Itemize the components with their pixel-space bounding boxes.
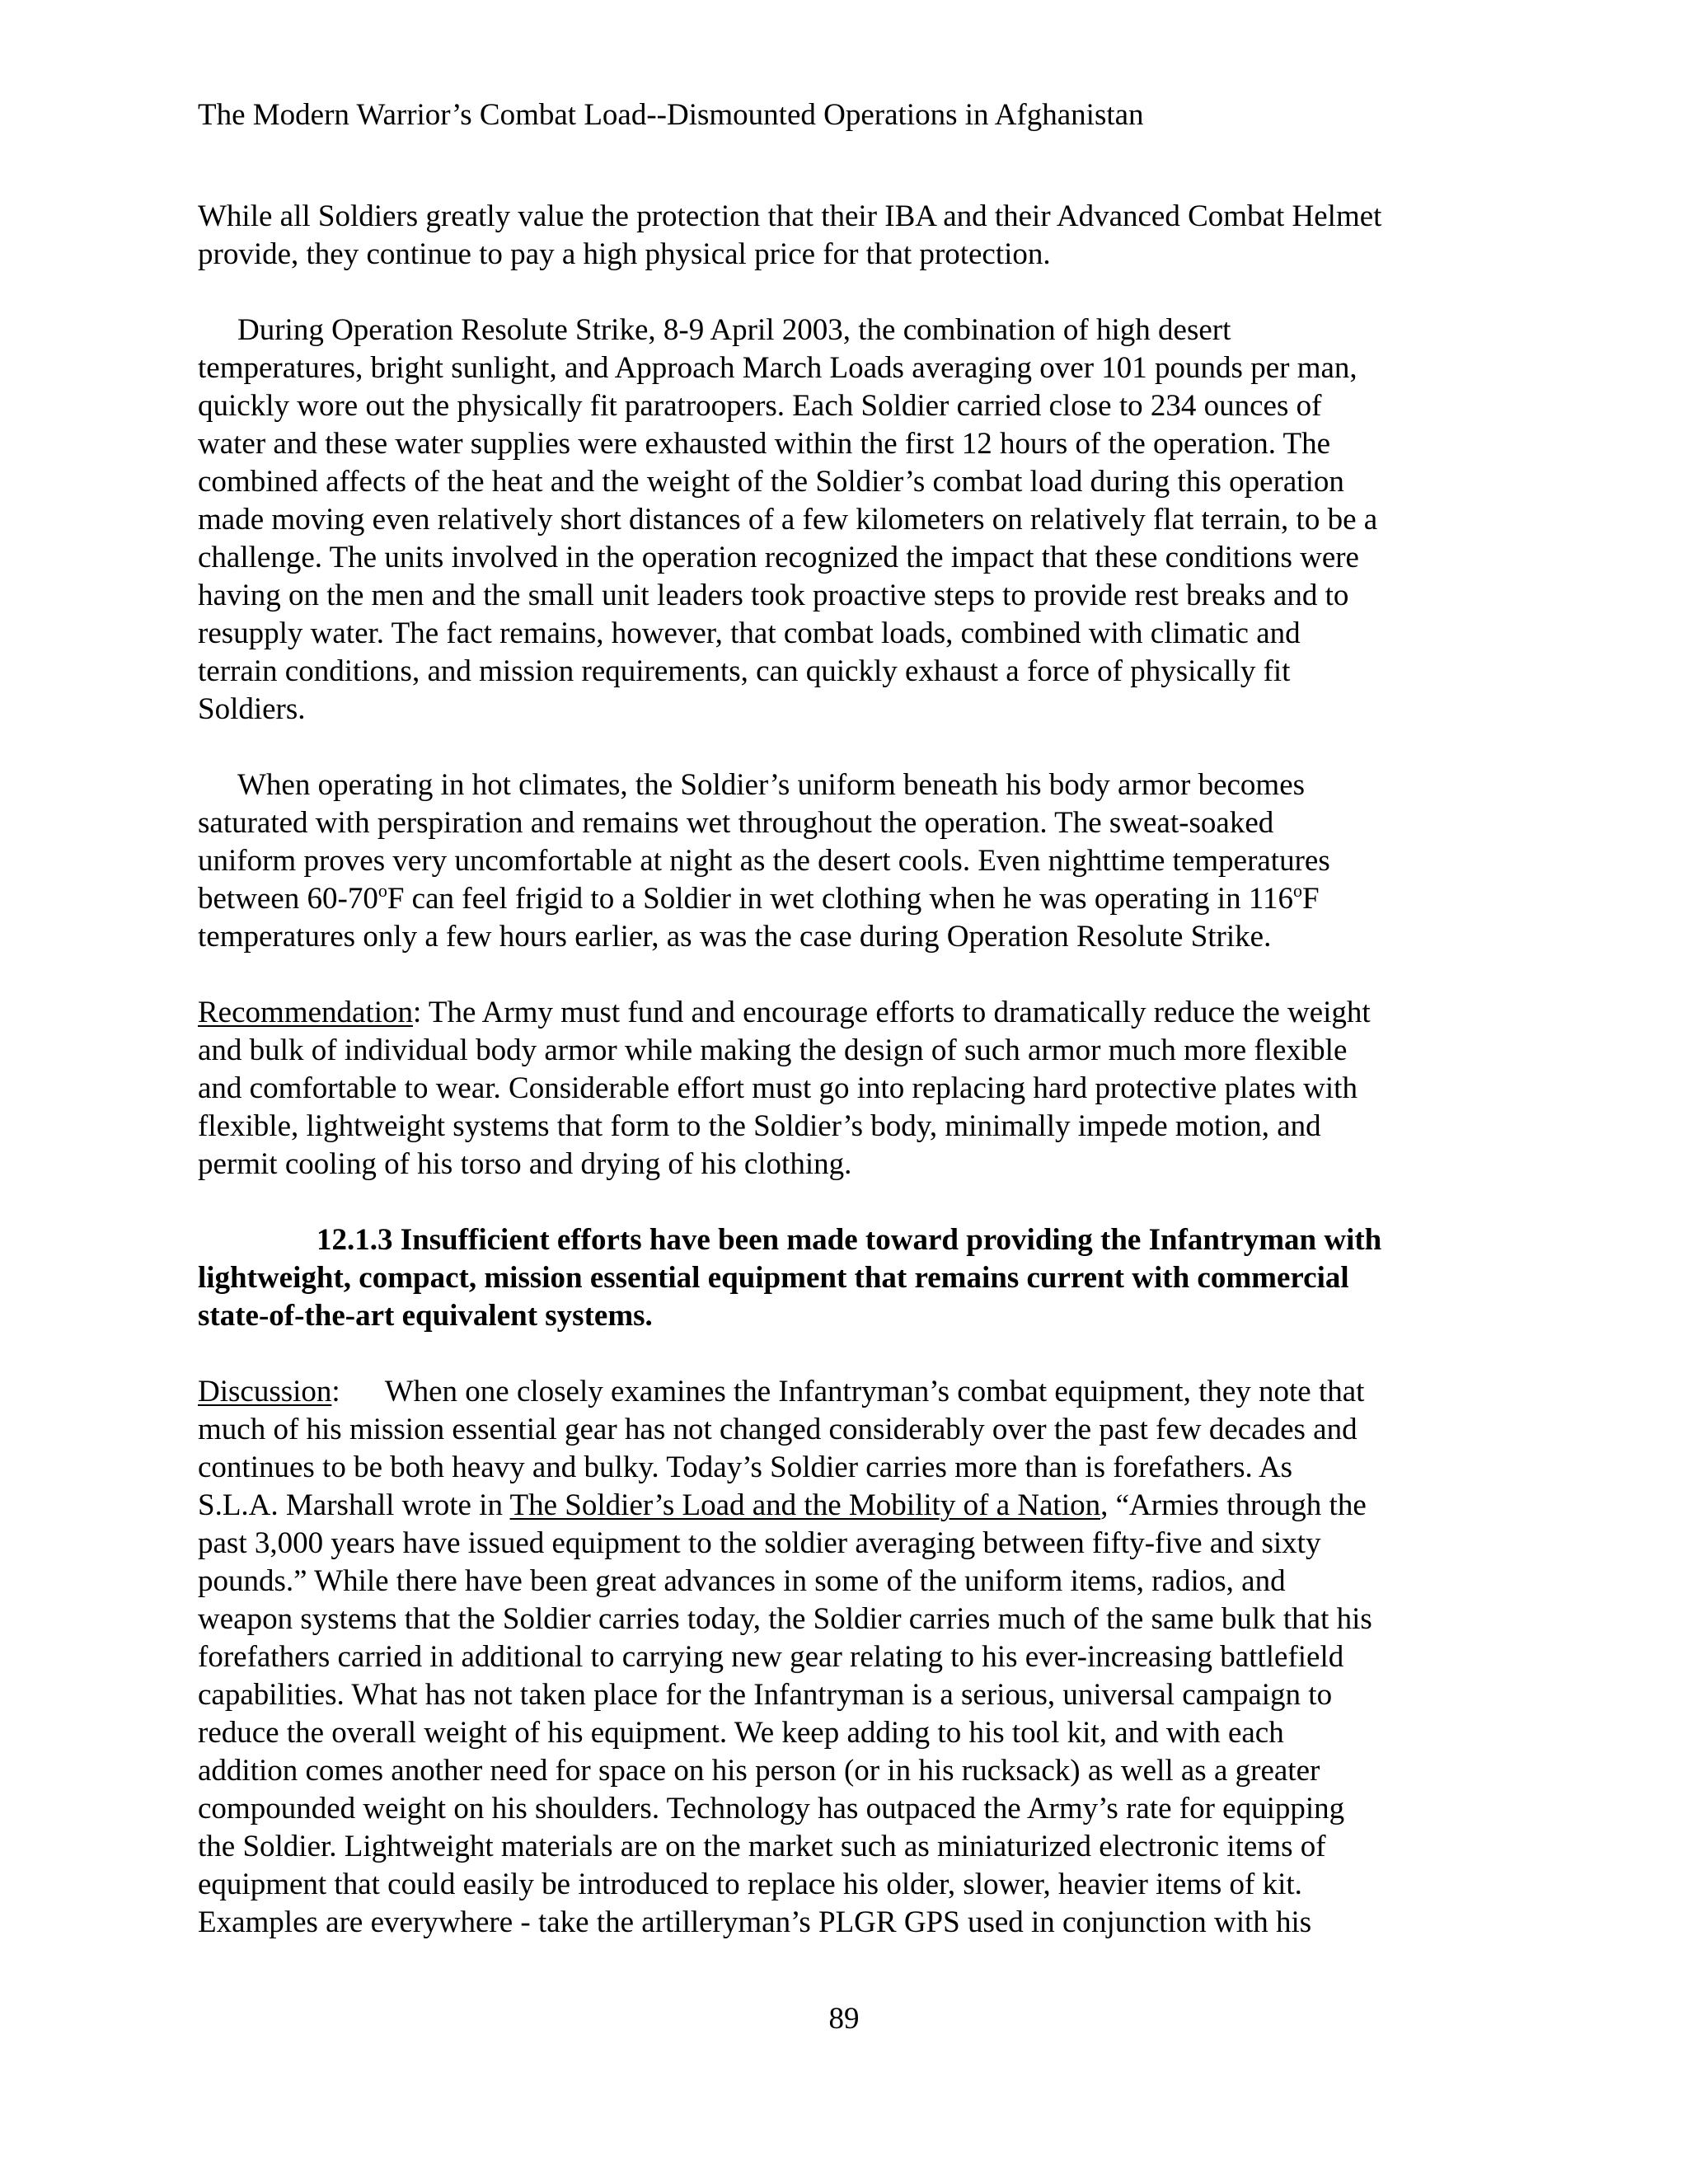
paragraph-line: Soldiers. bbox=[198, 692, 306, 726]
paragraph-line: compounded weight on his shoulders. Technology has outpaced the Army’s rate for equipping bbox=[198, 1792, 1345, 1825]
text-run: : The Army must fund and encourage efforts to dramatically reduce the weight bbox=[413, 996, 1371, 1029]
paragraph-line bbox=[198, 1487, 1517, 1525]
paragraph-line: and bulk of individual body armor while making the design of such armor much more flexible bbox=[198, 1033, 1348, 1067]
paragraph-line: resupply water. The fact remains, however, that combat loads, combined with climatic and bbox=[198, 616, 1301, 650]
paragraph-line: past 3,000 years have issued equipment to the soldier averaging between fifty-five and sixty bbox=[198, 1526, 1321, 1560]
paragraph-line: terrain conditions, and mission requirements, can quickly exhaust a force of physically fit bbox=[198, 654, 1291, 688]
paragraph-recommendation bbox=[198, 994, 1517, 1183]
paragraph-line: pounds.” While there have been great advances in some of the uniform items, radios, and bbox=[198, 1564, 1286, 1598]
paragraph-intro bbox=[198, 198, 1517, 274]
paragraph-line: much of his mission essential gear has not changed considerably over the past few decades and bbox=[198, 1413, 1357, 1446]
paragraph-line: addition comes another need for space on his person (or in his rucksack) as well as a greater bbox=[198, 1754, 1320, 1788]
paragraph-line: continues to be both heavy and bulky. Today’s Soldier carries more than is forefathers. As bbox=[198, 1451, 1293, 1484]
paragraph-line: water and these water supplies were exhausted within the first 12 hours of the operation. The bbox=[198, 427, 1331, 461]
paragraph-line: weapon systems that the Soldier carries today, the Soldier carries much of the same bulk that his bbox=[198, 1602, 1372, 1636]
degree-superscript: o bbox=[1292, 880, 1302, 901]
heading-line: 12.1.3 Insufficient efforts have been made toward providing the Infantryman with bbox=[316, 1223, 1382, 1257]
paragraph-line: uniform proves very uncomfortable at night as the desert cools. Even nighttime temperatures bbox=[198, 844, 1330, 878]
discussion-label: Discussion bbox=[198, 1375, 332, 1408]
paragraph-line: equipment that could easily be introduced to replace his older, slower, heavier items of kit. bbox=[198, 1868, 1302, 1901]
text-run: F bbox=[1301, 882, 1320, 916]
paragraph-line: temperatures, bright sunlight, and Approach March Loads averaging over 101 pounds per man, bbox=[198, 351, 1357, 385]
paragraph-line: reduce the overall weight of his equipment. We keep adding to his tool kit, and with each bbox=[198, 1716, 1284, 1750]
paragraph-line: and comfortable to wear. Considerable effort must go into replacing hard protective plates with bbox=[198, 1071, 1357, 1105]
paragraph-line: made moving even relatively short distances of a few kilometers on relatively flat terrain, to be a bbox=[198, 503, 1378, 537]
text-run: , “Armies through the bbox=[1100, 1488, 1367, 1522]
heading-line: state-of-the-art equivalent systems. bbox=[198, 1299, 653, 1333]
paragraph-line: permit cooling of his torso and drying of his clothing. bbox=[198, 1147, 852, 1181]
heading-line: lightweight, compact, mission essential equipment that remains current with commercial bbox=[198, 1261, 1349, 1295]
paragraph-line: capabilities. What has not taken place for the Infantryman is a serious, universal campaign to bbox=[198, 1678, 1333, 1712]
paragraph-line: forefathers carried in additional to carrying new gear relating to his ever-increasing battlefield bbox=[198, 1640, 1344, 1674]
text-run: between 60-70 bbox=[198, 882, 378, 916]
running-header: The Modern Warrior’s Combat Load--Dismounted Operations in Afghanistan bbox=[198, 98, 1144, 132]
section-heading-12-1-3 bbox=[198, 1221, 1517, 1335]
paragraph-hot-climates bbox=[198, 766, 1517, 956]
paragraph-line: saturated with perspiration and remains wet throughout the operation. The sweat-soaked bbox=[198, 806, 1274, 840]
paragraph-line: provide, they continue to pay a high physical price for that protection. bbox=[198, 237, 1051, 271]
paragraph-line: When operating in hot climates, the Soldier’s uniform beneath his body armor becomes bbox=[237, 768, 1306, 802]
paragraph-discussion bbox=[198, 1373, 1517, 1942]
text-run: F can feel frigid to a Soldier in wet clothing when he was operating in 116 bbox=[387, 882, 1293, 916]
paragraph-line: During Operation Resolute Strike, 8-9 April 2003, the combination of high desert bbox=[237, 313, 1231, 347]
paragraph-line bbox=[198, 994, 1517, 1032]
paragraph-line: combined affects of the heat and the weight of the Soldier’s combat load during this operation bbox=[198, 465, 1344, 499]
page-number: 89 bbox=[828, 2002, 860, 2036]
paragraph-line: Discussion: When one closely examines the Infantryman’s combat equipment, they note that bbox=[198, 1375, 1365, 1408]
paragraph-line: having on the men and the small unit leaders took proactive steps to provide rest breaks and to bbox=[198, 579, 1349, 612]
text-run: S.L.A. Marshall wrote in bbox=[198, 1488, 510, 1522]
paragraph-line: challenge. The units involved in the operation recognized the impact that these conditions were bbox=[198, 541, 1359, 574]
book-title: The Soldier’s Load and the Mobility of a Nation bbox=[509, 1488, 1101, 1522]
paragraph-line: the Soldier. Lightweight materials are on the market such as miniaturized electronic items of bbox=[198, 1830, 1326, 1863]
degree-superscript: o bbox=[377, 880, 387, 901]
paragraph-line: Examples are everywhere - take the artilleryman’s PLGR GPS used in conjunction with his bbox=[198, 1905, 1312, 1939]
paragraph-line: flexible, lightweight systems that form to the Soldier’s body, minimally impede motion, and bbox=[198, 1109, 1321, 1143]
recommendation-label: Recommendation bbox=[198, 996, 413, 1029]
paragraph-line-temperatures bbox=[198, 880, 1517, 918]
paragraph-line: While all Soldiers greatly value the protection that their IBA and their Advanced Combat Helmet bbox=[198, 199, 1382, 233]
paragraph-line: quickly wore out the physically fit paratroopers. Each Soldier carried close to 234 ounces of bbox=[198, 389, 1322, 423]
paragraph-operation-resolute-strike bbox=[198, 312, 1517, 729]
text-run: When one closely examines the Infantryman’s combat equipment, they note that bbox=[384, 1375, 1365, 1408]
paragraph-line: temperatures only a few hours earlier, as was the case during Operation Resolute Strike. bbox=[198, 920, 1272, 954]
